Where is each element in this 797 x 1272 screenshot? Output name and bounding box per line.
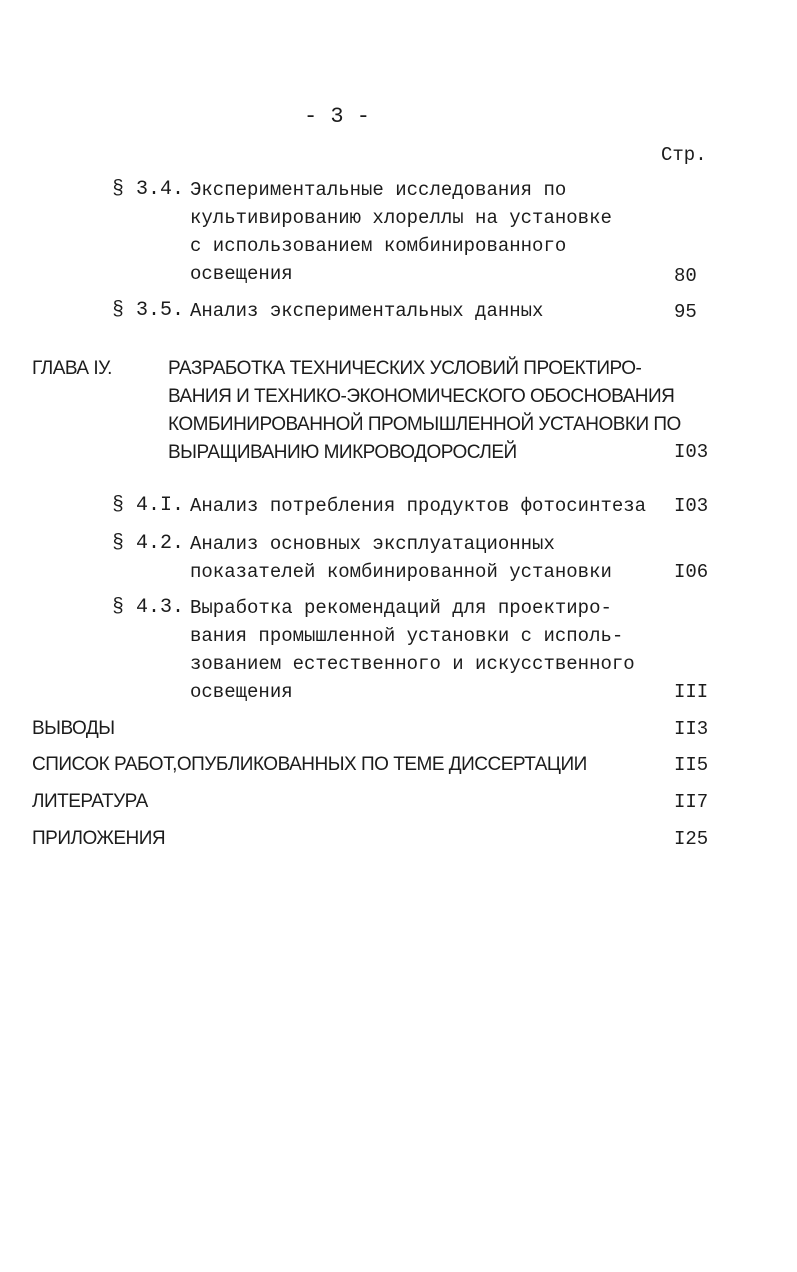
entry-title-line: ВАНИЯ И ТЕХНИКО-ЭКОНОМИЧЕСКОГО ОБОСНОВАНИЯ bbox=[168, 386, 675, 407]
entry-title-line: освещения bbox=[190, 681, 293, 703]
entry-title-line: Анализ экспериментальных данных bbox=[190, 300, 544, 322]
entry-page-number: I25 bbox=[674, 828, 709, 850]
entry-page-number: I06 bbox=[674, 561, 709, 583]
entry-page-number: 80 bbox=[674, 265, 697, 287]
section-prefix: § 4.2. bbox=[112, 532, 185, 555]
entry-title-line: ПРИЛОЖЕНИЯ bbox=[32, 828, 166, 849]
chapter-prefix: ГЛАВА IУ. bbox=[32, 358, 112, 379]
section-prefix: § 3.4. bbox=[112, 178, 185, 201]
entry-title-line: РАЗРАБОТКА ТЕХНИЧЕСКИХ УСЛОВИЙ ПРОЕКТИРО- bbox=[168, 358, 642, 379]
entry-title-line: показателей комбинированной установки bbox=[190, 561, 612, 583]
entry-title-line: СПИСОК РАБОТ,ОПУБЛИКОВАННЫХ ПО ТЕМЕ ДИССЕРТАЦИИ bbox=[32, 754, 587, 775]
entry-title-line: ВЫРАЩИВАНИЮ МИКРОВОДОРОСЛЕЙ bbox=[168, 442, 517, 463]
entry-title-line: освещения bbox=[190, 263, 293, 285]
entry-page-number: II7 bbox=[674, 791, 709, 813]
entry-title-line: культивированию хлореллы на установке bbox=[190, 207, 612, 229]
page-number: - 3 - bbox=[304, 104, 371, 129]
section-prefix: § 3.5. bbox=[112, 299, 185, 322]
entry-title-line: ВЫВОДЫ bbox=[32, 718, 115, 739]
entry-page-number: 95 bbox=[674, 301, 697, 323]
entry-page-number: II5 bbox=[674, 754, 709, 776]
entry-title-line: Анализ потребления продуктов фотосинтеза bbox=[190, 495, 647, 517]
entry-title-line: КОМБИНИРОВАННОЙ ПРОМЫШЛЕННОЙ УСТАНОВКИ ПО bbox=[168, 414, 681, 435]
entry-title-line: Анализ основных эксплуатационных bbox=[190, 533, 555, 555]
entry-page-number: II3 bbox=[674, 718, 709, 740]
section-prefix: § 4.I. bbox=[112, 494, 185, 517]
entry-title-line: вания промышленной установки с исполь- bbox=[190, 625, 624, 647]
entry-title-line: ЛИТЕРАТУРА bbox=[32, 791, 148, 812]
entry-title-line: зованием естественного и искусственного bbox=[190, 653, 635, 675]
entry-title-line: Экспериментальные исследования по bbox=[190, 179, 567, 201]
entry-title-line: с использованием комбинированного bbox=[190, 235, 567, 257]
entry-page-number: I03 bbox=[674, 495, 709, 517]
entry-title-line: Выработка рекомендаций для проектиро- bbox=[190, 597, 612, 619]
page-column-header: Стр. bbox=[661, 144, 707, 166]
entry-page-number: I03 bbox=[674, 441, 709, 463]
section-prefix: § 4.3. bbox=[112, 596, 185, 619]
entry-page-number: III bbox=[674, 681, 709, 703]
